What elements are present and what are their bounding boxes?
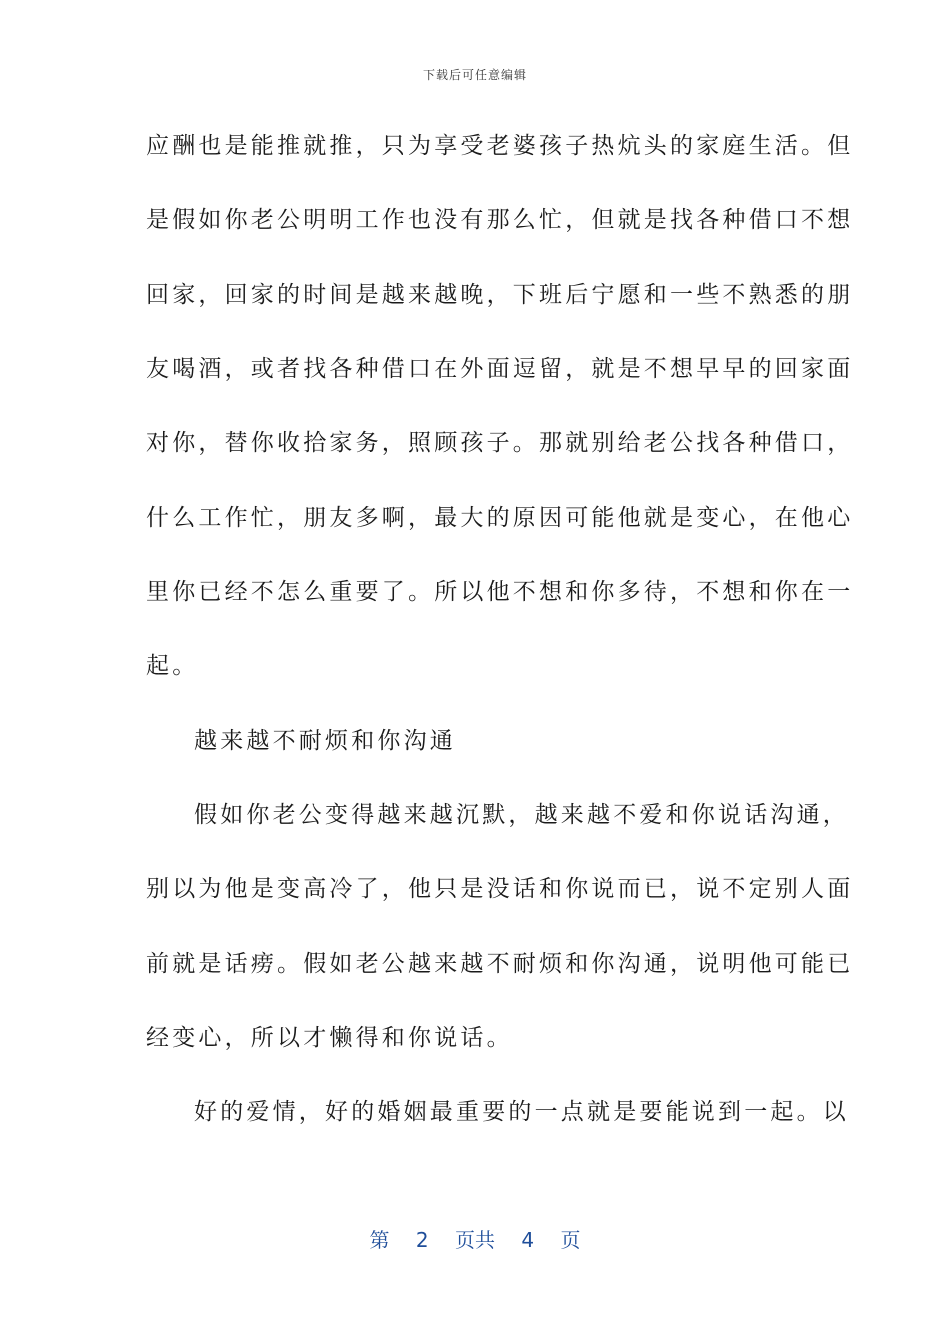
paragraph-line: 经变心，所以才懒得和你说话。	[146, 1025, 513, 1051]
footer-word-total: 页共	[455, 1228, 495, 1252]
paragraph-line: 是假如你老公明明工作也没有那么忙，但就是找各种借口不想	[146, 207, 854, 233]
paragraph-line: 什么工作忙，朋友多啊，最大的原因可能他就是变心，在他心	[146, 505, 854, 531]
footer-current-page: 2	[415, 1228, 429, 1252]
footer-total-pages: 4	[521, 1228, 535, 1252]
paragraph-line: 假如你老公变得越来越沉默，越来越不爱和你说话沟通，	[194, 802, 849, 828]
paragraph-line: 里你已经不怎么重要了。所以他不想和你多待，不想和你在一	[146, 579, 854, 605]
paragraph-line: 对你，替你收拾家务，照顾孩子。那就别给老公找各种借口，	[146, 430, 854, 456]
section-heading: 越来越不耐烦和你沟通	[194, 728, 456, 754]
page-footer	[0, 1224, 950, 1253]
download-note: 下载后可任意编辑	[422, 68, 527, 82]
paragraph-line: 友喝酒，或者找各种借口在外面逗留，就是不想早早的回家面	[146, 356, 854, 382]
paragraph-line: 起。	[146, 653, 199, 679]
footer-word-page: 第	[369, 1228, 390, 1252]
paragraph-line: 好的爱情，好的婚姻最重要的一点就是要能说到一起。以	[194, 1099, 849, 1125]
paragraph-line: 应酬也是能推就推，只为享受老婆孩子热炕头的家庭生活。但	[146, 133, 854, 159]
paragraph-line: 前就是话痨。假如老公越来越不耐烦和你沟通，说明他可能已	[146, 951, 854, 977]
paragraph-line: 别以为他是变高冷了，他只是没话和你说而已，说不定别人面	[146, 876, 854, 902]
paragraph-line: 回家，回家的时间是越来越晚，下班后宁愿和一些不熟悉的朋	[146, 282, 854, 308]
footer-word-end: 页	[560, 1228, 581, 1252]
